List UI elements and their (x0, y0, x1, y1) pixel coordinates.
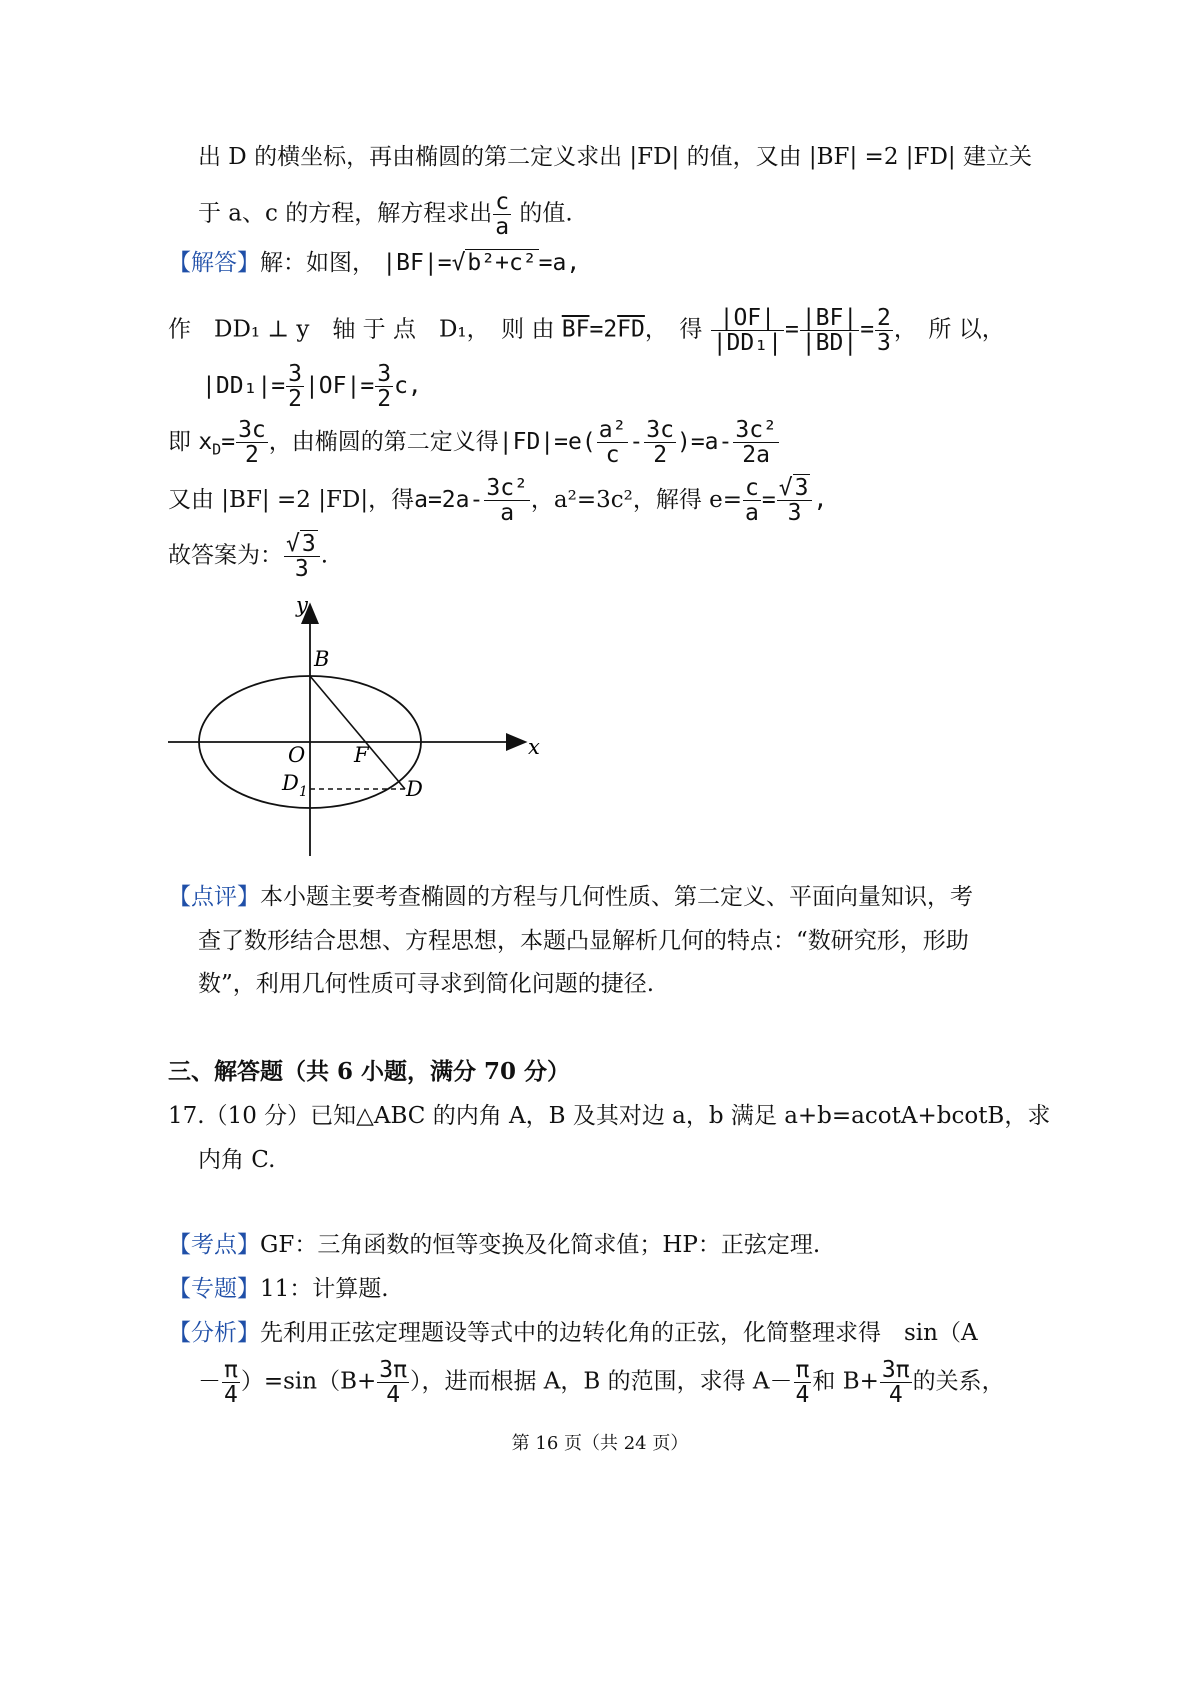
segment-bd (310, 676, 405, 789)
frac-pi-4-b: $\frac{\pi}{4}$ (795, 1357, 810, 1409)
page-footer: 第 16 页（共 24 页） (511, 1433, 689, 1454)
fenxi-line-1: 【分析】先利用正弦定理题设等式中的边转化角的正弦，化简整理求得 sin（A (168, 1320, 978, 1346)
zhuanti-line: 【专题】11：计算题. (168, 1276, 389, 1302)
q17-line-2: 内角 C. (198, 1147, 276, 1173)
label-b: B (314, 647, 330, 671)
answer-line-3: |DD₁|= $\frac{3}{2}$ |OF|= $\frac{3}{2}$ c, (202, 361, 422, 413)
intro-line-2-tail: 的值. (519, 200, 573, 227)
answer-lead: 解：如图， (260, 250, 375, 276)
kaodian-tag: 【考点】 (168, 1232, 260, 1258)
label-y: y (296, 593, 308, 617)
fenxi-line-2: － $\frac{\pi}{4}$ ）=sin（B+ $\frac{3\pi}{4}$ ），进而根据 A，B 的范围，求得 A－ $\frac{\pi}{4}$ 和 B+ $\frac{3\pi}{4}$ 的关系， (198, 1357, 1005, 1409)
frac-sqrt3-3: $\frac{√3}{3}$ (777, 476, 813, 525)
frac-3c-2-b: $\frac{3c}{2}$ (646, 417, 674, 469)
answer-line-6: 故答案为： $\frac{√3}{3}$ . (168, 531, 329, 583)
frac-3c2-a: $\frac{\text{3c²}}{a}$ (486, 475, 528, 527)
answer-line-2: 作 DD₁ ⊥ y 轴 于 点 D₁， 则 由 $\overline{BF}=2\overline{FD}$， 得 $\frac{|OF|}{\text{|DD₁|}}$ = $\frac{|BF|}{|BD|}$ = $\frac{2}{3}$ ， 所 以， (168, 305, 1005, 357)
frac-c-a: $\frac{c}{a}$ (745, 475, 759, 527)
vector-relation: $\overline{BF}=2\overline{FD}$ (561, 316, 645, 343)
frac-of-dd1: $\frac{|OF|}{\text{|DD₁|}}$ (712, 305, 782, 357)
answer-line-4: 即 $x_D=$ $\frac{3c}{2}$ ，由椭圆的第二定义得|FD|=e( $\frac{\text{a²}}{c}$ - $\frac{3c}{2}$ )=a- $\frac{\text{3c²}}{2a}$ (168, 417, 777, 469)
frac-a2-c: $\frac{\text{a²}}{c}$ (598, 417, 627, 469)
frac-3c-2: $\frac{3c}{2}$ (238, 417, 266, 469)
label-o: O (288, 743, 306, 767)
comment-line-1: 【点评】本小题主要考查椭圆的方程与几何性质、第二定义、平面向量知识，考 (168, 884, 973, 910)
comment-tag: 【点评】 (168, 884, 260, 910)
intro-line-2-text: 于 a、c 的方程，解方程求出 (198, 200, 493, 227)
frac-2-3: $\frac{2}{3}$ (877, 305, 891, 357)
kaodian-line: 【考点】GF：三角函数的恒等变换及化简求值；HP：正弦定理. (168, 1232, 821, 1258)
answer-line-5: 又由 |BF| =2 |FD|，得a=2a- $\frac{\text{3c²}}{a}$ ，a²=3c²，解得 e= $\frac{c}{a}$ = $\frac{√3}{3}$ , (168, 475, 828, 527)
frac-3pi-4-b: $\frac{3\pi}{4}$ (881, 1357, 910, 1409)
bf-expression: |BF|=√b²+c²=a, (382, 250, 581, 276)
frac-answer-sqrt3-3: $\frac{√3}{3}$ (284, 532, 320, 581)
answer-line-2-text: 作 DD₁ ⊥ y 轴 于 点 D₁， 则 由 (168, 316, 555, 343)
comment-line-3: 数”，利用几何性质可寻求到简化问题的捷径. (198, 971, 655, 997)
frac-pi-4-a: $\frac{\pi}{4}$ (224, 1357, 238, 1409)
ellipse-figure (160, 592, 550, 864)
answer-line-1 (168, 252, 580, 275)
frac-3pi-4-a: $\frac{3\pi}{4}$ (379, 1357, 407, 1409)
frac-3-2-a: $\frac{3}{2}$ (288, 361, 302, 413)
section-title: 三、解答题（共 6 小题，满分 70 分） (168, 1058, 571, 1085)
answer-line-2-tail: ， 所 以， (893, 316, 1005, 343)
frac-3c2-2a: $\frac{\text{3c²}}{2a}$ (735, 417, 777, 469)
zhuanti-tag: 【专题】 (168, 1276, 260, 1302)
intro-line-1: 出 D 的横坐标，再由椭圆的第二定义求出 |FD| 的值，又由 |BF| =2 |FD| 建立关 (198, 144, 1032, 170)
answer-tag: 【解答】 (168, 250, 260, 276)
label-x: x (528, 735, 540, 759)
frac-3-2-b: $\frac{3}{2}$ (377, 361, 392, 413)
label-d: D (406, 777, 423, 801)
frac-bf-bd: $\frac{|BF|}{|BD|}$ (801, 305, 858, 357)
q17-line-1: 17.（10 分）已知△ABC 的内角 A，B 及其对边 a，b 满足 a+b=acotA+bcotB，求 (168, 1103, 1051, 1129)
label-f: F (354, 743, 369, 767)
label-d1: $D_1$ (282, 771, 308, 800)
frac-c-over-a: $\frac{c}{a}$ (495, 189, 510, 241)
fenxi-tag: 【分析】 (168, 1320, 260, 1346)
intro-line-2 (198, 190, 573, 239)
comment-line-2: 查了数形结合思想、方程思想，本题凸显解析几何的特点：“数研究形，形助 (198, 928, 969, 954)
